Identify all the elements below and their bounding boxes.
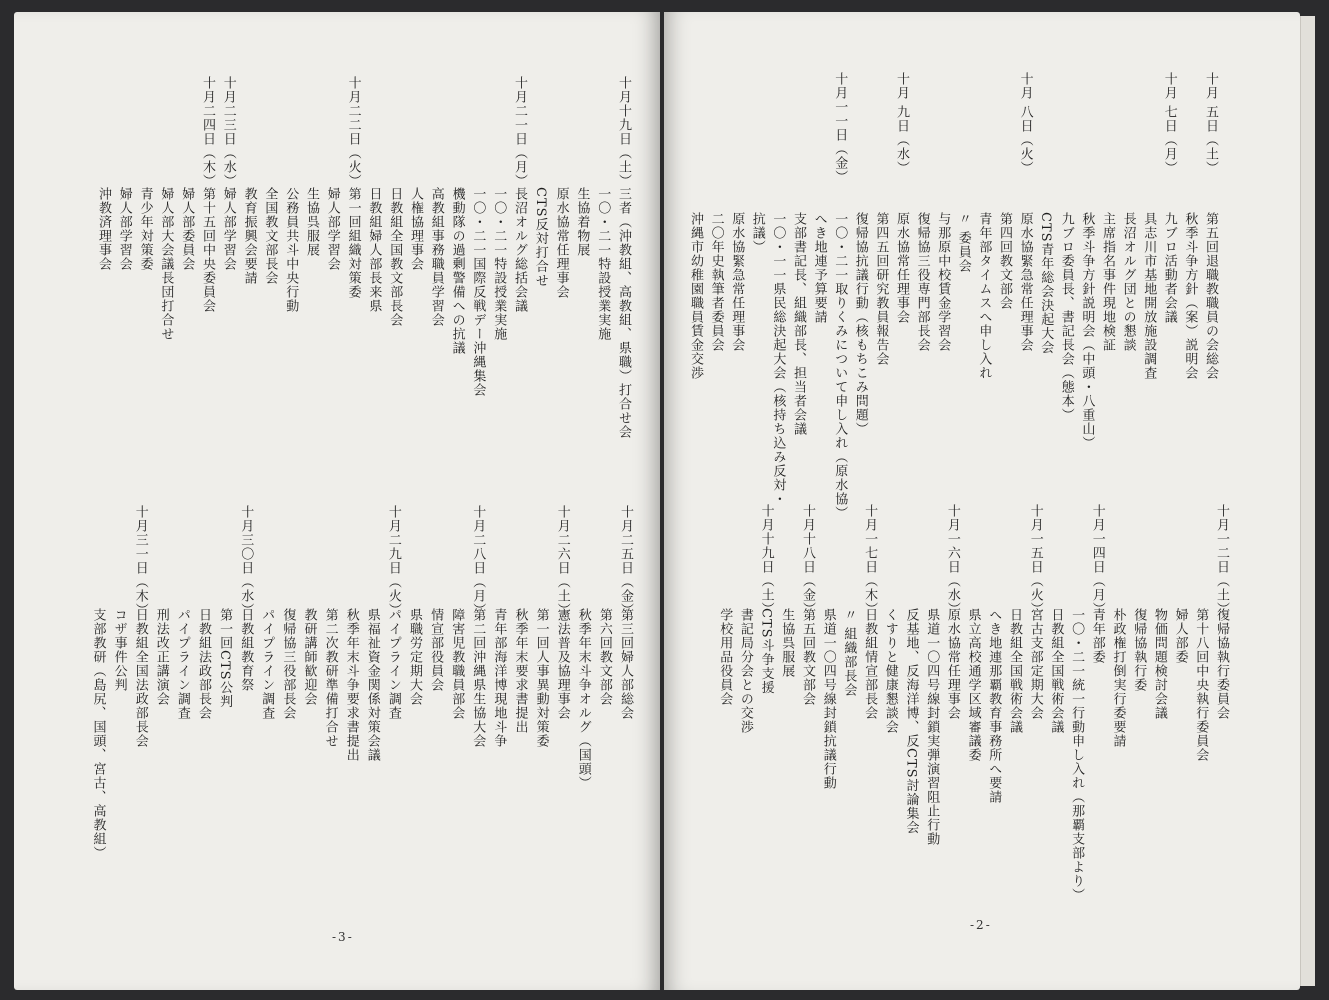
entry-event: 公務員共斗中央行動 [283,187,299,313]
entry-event: 秋季斗争方針説明会（中頭・八重山） [1079,212,1095,450]
entry-event: 日教組全国教文部長会 [387,187,403,327]
entry-date: 十月一六日（水） [944,504,960,616]
entry-event: 青年部海洋博現地斗争 [491,608,507,748]
entry-date: 十月 五日（土） [1203,72,1218,176]
page-number-right: -2- [970,918,992,932]
entry-date: 十月三一日（木） [132,505,148,617]
entry-event: 第二回沖縄県生協大会 [470,608,486,748]
entry-date: 十月一五日（火） [1027,504,1043,616]
entry-date: 十月一七日（木） [862,504,878,616]
entry-date: 十月二五日（金） [618,505,633,617]
entry-date: 十月十九日（土） [758,504,774,616]
entry-event: 長沼オルグ団との懇談 [1120,212,1136,352]
entry-date: 十月 九日（水） [894,72,909,176]
entry-date: 十月 八日（火） [1017,72,1033,176]
entry-date: 十月二六日（土） [554,505,570,617]
entry-event: 県道一〇四号線封鎖実弾演習阻止行動 [924,608,940,846]
entry-event: 婦人部学習会 [116,187,132,271]
entry-event: 第二次教研準備打合せ [322,608,338,748]
entry-event: 県福祉資金関係対策会議 [364,608,380,762]
entry-event: 人権協理事会 [408,187,423,271]
page-edge [1300,16,1315,986]
entry-event: 県道一〇四号線封鎖抗議行動 [820,608,836,790]
entry-event: 原水協緊急常任理事会 [1017,212,1033,352]
left-page [14,12,660,990]
entry-event: 一〇・二一特設授業実施 [491,187,507,341]
entry-event: 教研講師歓迎会 [301,608,317,706]
entry-event: 書記局分会との交渉 [737,608,753,734]
entry-date: 十月三〇日（水） [238,505,254,617]
entry-date: 十月二一日（月） [512,76,527,188]
entry-event: 〃 委員会 [955,212,971,274]
entry-event: くすりと健康懇談会 [882,608,898,734]
entry-event: パイプライン調査 [385,608,401,720]
entry-date: 十月一一日（金） [832,72,848,184]
entry-date: 十月一四日（月） [1089,504,1105,616]
entry-event: 生協呉服展 [779,608,795,678]
entry-event: 学校用品役員会 [717,608,733,706]
entry-event: 第一回組織対策委 [345,187,361,299]
entry-event: 一〇・二一特設授業実施 [595,187,611,341]
entry-event: 朴政権打倒実行委要請 [1110,608,1126,748]
entry-event: 秋季年末斗争要求書提出 [343,608,359,762]
entry-event: 〃 組織部長会 [841,608,857,698]
entry-event: 日教組全国戦術会議 [1007,608,1022,734]
entry-event: 一〇・二一統一行動申し入れ（那覇支部より） [1069,608,1085,902]
entry-event: 秋季年末斗争オルグ（国頭） [575,608,591,790]
entry-event: 第十五回中央委員会 [200,187,215,313]
entry-event: 青年部委 [1089,608,1105,664]
entry-date: 十月二三日（水） [220,76,236,188]
entry-event: パイプライン調査 [259,608,275,720]
entry-event: CTS反対打合せ [532,187,548,288]
entry-event: 宮古支部定期大会 [1027,608,1043,720]
entry-event: へき地連予算要請 [811,212,827,324]
entry-event: へき地連那覇教育事務所へ要請 [986,608,1002,804]
entry-event: 婦人部委 [1172,608,1188,664]
entry-event: 主席指名事件現地検証 [1100,212,1115,352]
entry-event: 第四五回研究教員報告会 [873,212,889,366]
entry-event: 復帰協執行委 [1131,608,1147,692]
entry-event: 日教組全国法政部長会 [132,608,148,748]
entry-event: 第六回教文部会 [596,608,612,706]
entry-event: 反基地、反海洋博、反CTS討論集会 [903,608,919,835]
entry-event: 婦人部学習会 [220,187,236,271]
entry-event: 抗議） [749,212,765,254]
entry-event: 情宣部役員会 [428,608,444,692]
entry-date: 十月十九日（土） [616,76,631,188]
entry-event: 具志川市基地開放施設調査 [1141,212,1157,380]
entry-event: 生協呉服展 [304,187,319,257]
entry-event: 県職労定期大会 [407,608,422,706]
entry-event: 沖縄市幼稚園職員賃金交渉 [688,212,703,380]
entry-event: 婦人部委員会 [179,187,195,271]
entry-event: 沖教済理事会 [96,187,111,271]
entry-event: 婦人部大会議長団打合せ [158,187,174,341]
entry-event: 支部書記長、組織部長、担当者会議 [791,212,806,436]
entry-event: コザ事件公判 [111,608,127,692]
entry-event: 原水協常任理事会 [894,212,909,324]
entry-event: 生協着物展 [574,187,590,257]
entry-event: 原水協常任理事会 [553,187,569,299]
entry-event: 一〇・二一取りくみについて申し入れ（原水協） [832,212,848,520]
entry-event: 三者（沖教組、高教組、県職）打合せ会 [616,187,631,439]
entry-event: 原水協常任理事会 [944,608,960,720]
entry-date: 十月 七日（月） [1161,72,1177,176]
entry-date: 十月十八日（金） [800,504,815,616]
entry-event: 復帰協抗議行動（核もちこみ問題） [852,212,868,436]
entry-event: CTS斗争支援 [758,608,774,695]
entry-event: 九ブロ活動者会議 [1161,212,1177,324]
entry-event: 障害児教職員部会 [449,608,465,720]
entry-event: CTS青年総会決起大会 [1038,212,1054,355]
entry-date: 十月二四日（木） [200,76,215,188]
entry-event: 刑法改正講演会 [153,608,169,706]
entry-event: 二〇年史執筆者委員会 [708,212,724,352]
entry-event: 青少年対策委 [137,187,153,271]
entry-event: 与那原中校賃金学習会 [935,212,951,352]
entry-event: 支部教研（島尻、国頭、宮古、高教組） [90,608,106,860]
entry-event: 青年部タイムスへ申し入れ [976,212,992,380]
entry-event: 第五回教文部会 [800,608,815,706]
entry-event: 第五回退職教職員の会総会 [1203,212,1218,380]
entry-event: 第十八回中央執行委員会 [1193,608,1209,762]
entry-event: パイプライン調査 [174,608,190,720]
entry-date: 十月二八日（月） [470,505,486,617]
entry-event: 高教組事務職員学習会 [428,187,444,327]
entry-event: 第三回婦人部総会 [618,608,633,720]
entry-event: 復帰協三役部長会 [280,608,296,720]
entry-event: 一〇・二一国際反戦デー沖縄集会 [470,187,486,397]
entry-event: 日教組情宣部長会 [862,608,878,720]
entry-event: 長沼オルグ総括会議 [512,187,527,313]
entry-event: 機動隊の過剰警備への抗議 [449,187,465,355]
entry-event: 婦人部学習会 [324,187,340,271]
entry-event: 原水協緊急常任理事会 [729,212,745,352]
entry-event: 秋季斗争方針（案）説明会 [1182,212,1198,380]
entry-event: 物価問題検討会議 [1151,608,1167,720]
entry-event: 第四回教文部会 [997,212,1012,310]
entry-event: 教育振興会要請 [241,187,257,285]
entry-event: 憲法普及協理事会 [554,608,570,720]
entry-event: 秋季年末要求書提出 [512,608,528,734]
entry-event: 日教組教育祭 [238,608,254,692]
entry-date: 十月二二日（火） [345,76,361,188]
entry-event: 一〇・一一県民総決起大会（核持ち込み反対・ [770,212,786,506]
entry-event: 第一回CTS公判 [217,608,233,709]
right-page [664,12,1300,990]
entry-event: 日教組全国戦術会議 [1048,608,1064,734]
page-number-left: -3- [332,930,354,944]
entry-date: 十月二九日（火） [385,505,401,617]
entry-event: 九ブロ委員長、書記長会（態本） [1058,212,1074,422]
entry-event: 全国教文部長会 [262,187,278,285]
entry-event: 復帰協執行委員会 [1214,608,1229,720]
entry-event: 復帰協三役専門部長会 [914,212,930,352]
entry-event: 県立高校通学区域審議委 [965,608,981,762]
entry-event: 日教組法政部長会 [196,608,211,720]
entry-event: 日教組婦人部長来県 [366,187,382,313]
entry-date: 十月一二日（土） [1214,504,1229,616]
entry-event: 第一回人事異動対策委 [533,608,549,748]
